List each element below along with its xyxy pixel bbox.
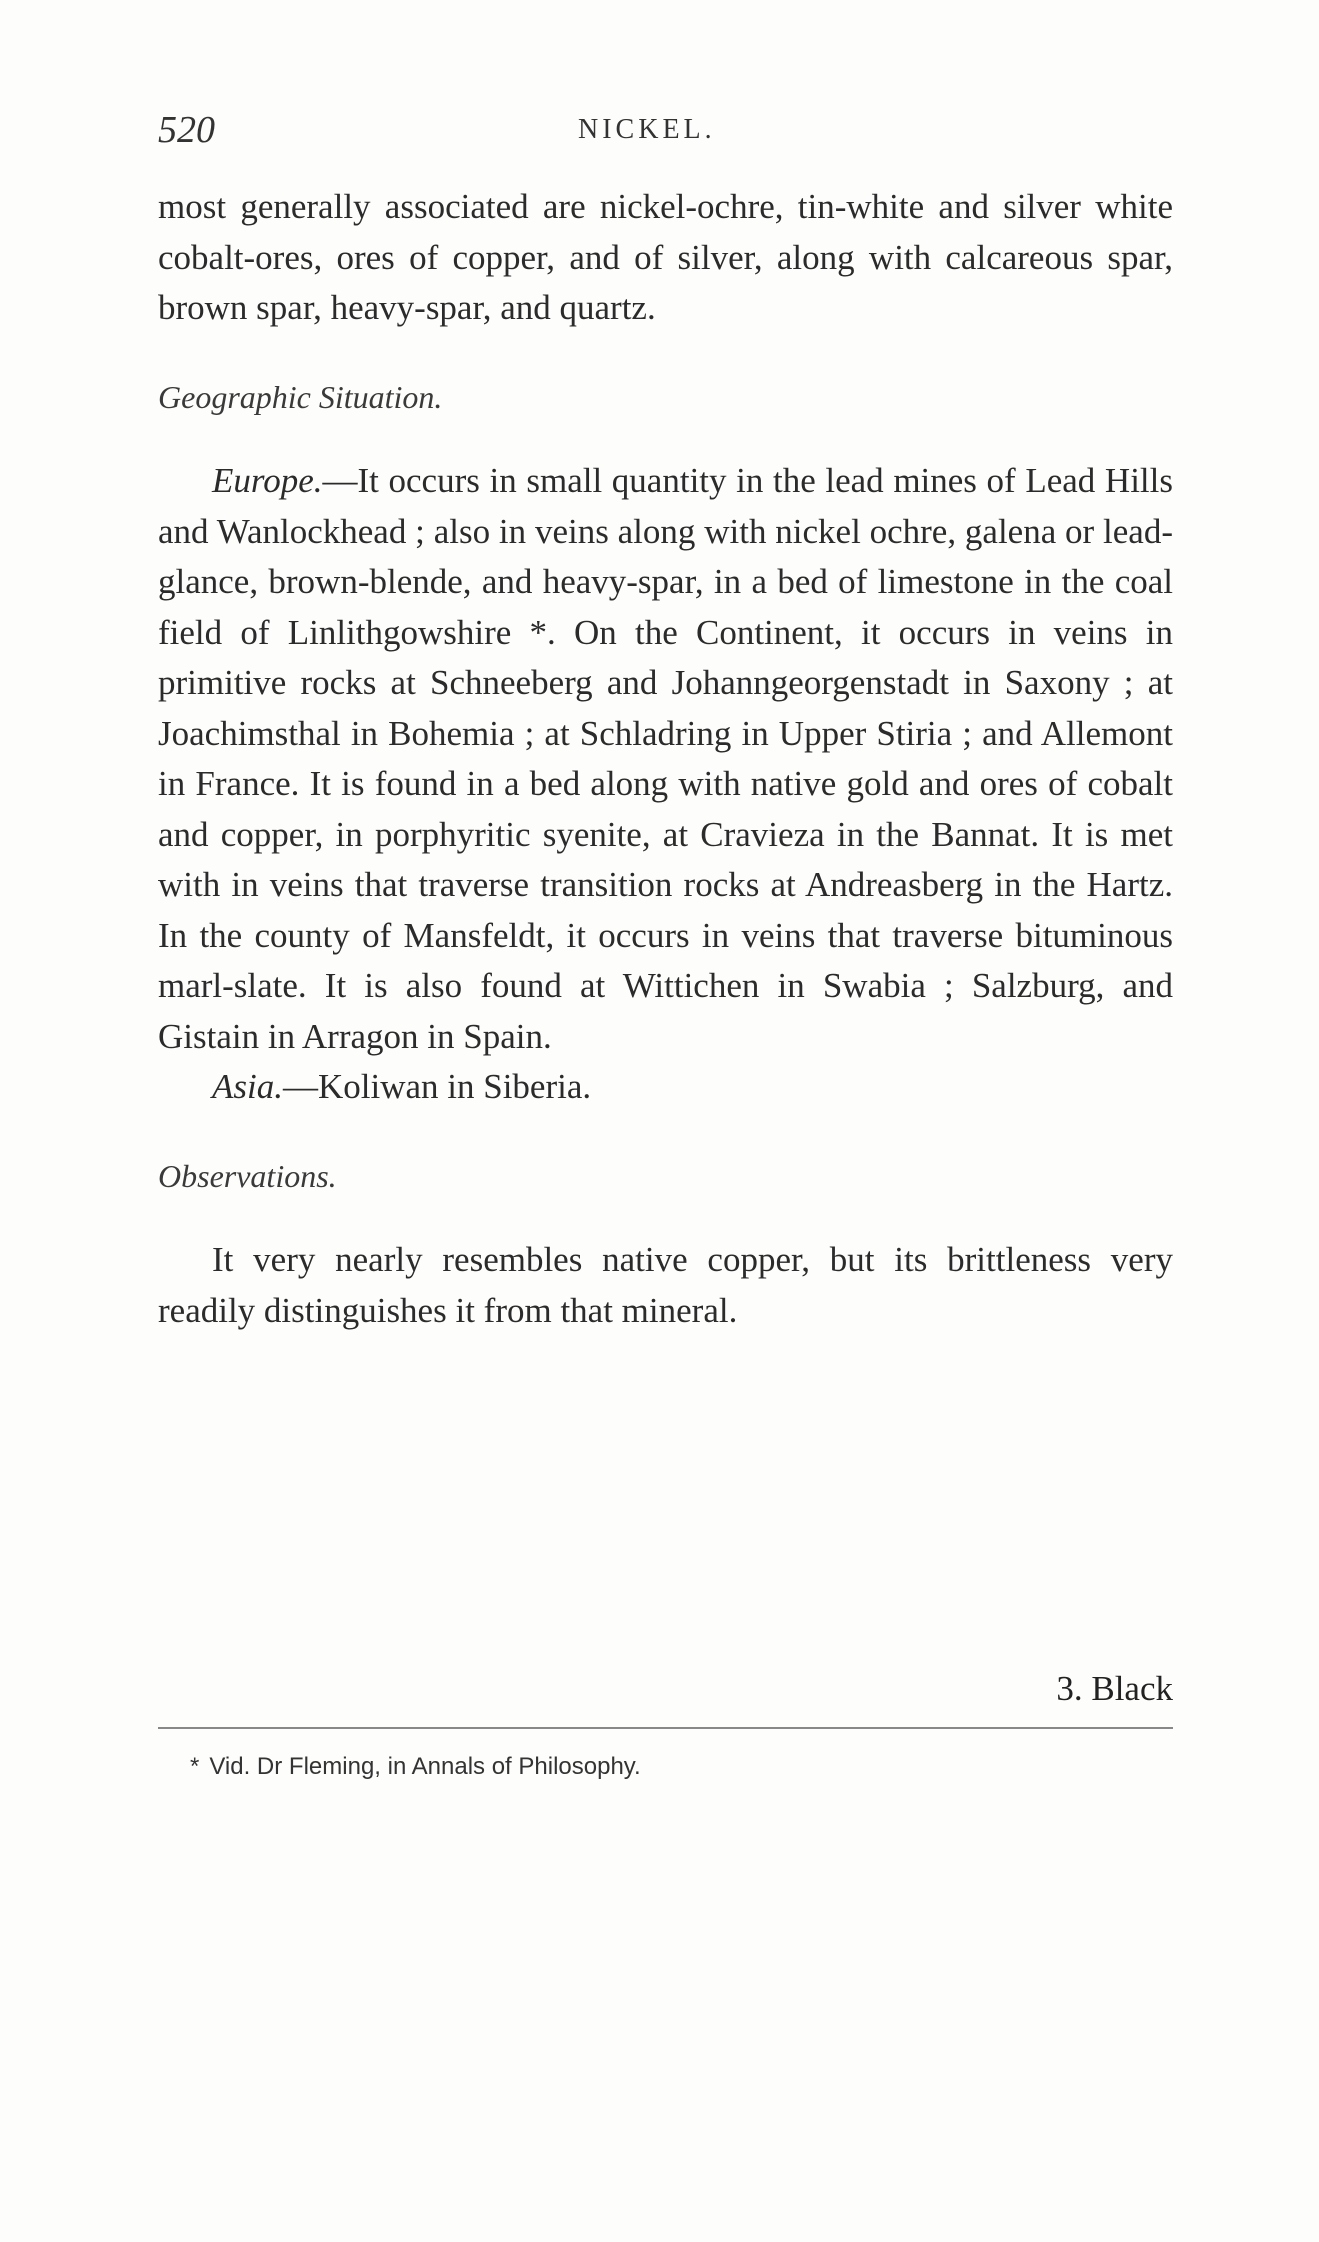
paragraph-europe	[158, 456, 1173, 1062]
heading-geographic-situation: Geographic Situation.	[158, 378, 443, 415]
footnote-text: Vid. Dr Fleming, in Annals of Philosophy.	[209, 1753, 641, 1780]
paragraph-asia	[158, 1062, 1173, 1113]
footnote-divider	[158, 1727, 1173, 1729]
paragraph-observations: It very nearly resembles native copper, but its brittleness very readily distinguishes it from that mineral.	[158, 1240, 1173, 1330]
page-header	[158, 108, 1173, 158]
footnote	[190, 1753, 641, 1781]
paragraph-associated-minerals: most generally associated are nickel-ochre, tin-white and silver white cobalt-ores, ores of copper, and of silver, along with calcareous spar, brown spar, heavy-spar, and quartz.	[158, 187, 1173, 327]
body-text	[158, 182, 1173, 1336]
catchword: 3. Black	[1056, 1669, 1173, 1708]
page-number: 520	[158, 109, 215, 151]
heading-observations: Observations.	[158, 1157, 337, 1194]
running-head: NICKEL.	[578, 114, 716, 145]
europe-label: Europe.	[212, 461, 323, 500]
asia-label: Asia.	[212, 1067, 283, 1106]
asia-text: —Koliwan in Siberia.	[282, 1067, 592, 1106]
footnote-mark: *	[190, 1753, 200, 1780]
europe-text: —It occurs in small quantity in the lead mines of Lead Hills and Wanlockhead ; also in veins along with nickel ochre, galena or lead-glance, brown-blende, and heavy-spar, in a bed of limestone in the coal field of Linlithgowshire *. On the Continent, it occurs in veins in primitive rocks at Schneeberg and Johanngeorgenstadt in Saxony ; at Joachimsthal in Bohemia ; at Schladring in Upper Stiria ; and Allemont in France. It is found in a bed along with native gold and ores of cobalt and copper, in porphyritic syenite, at Cravieza in the Bannat. It is met with in veins that traverse transition rocks at Andreasberg in the Hartz. In the county of Mansfeldt, it occurs in veins that traverse bituminous marl-slate. It is also found at Wittichen in Swabia ; Salzburg, and Gistain in Arragon in Spain.	[158, 461, 1173, 1056]
